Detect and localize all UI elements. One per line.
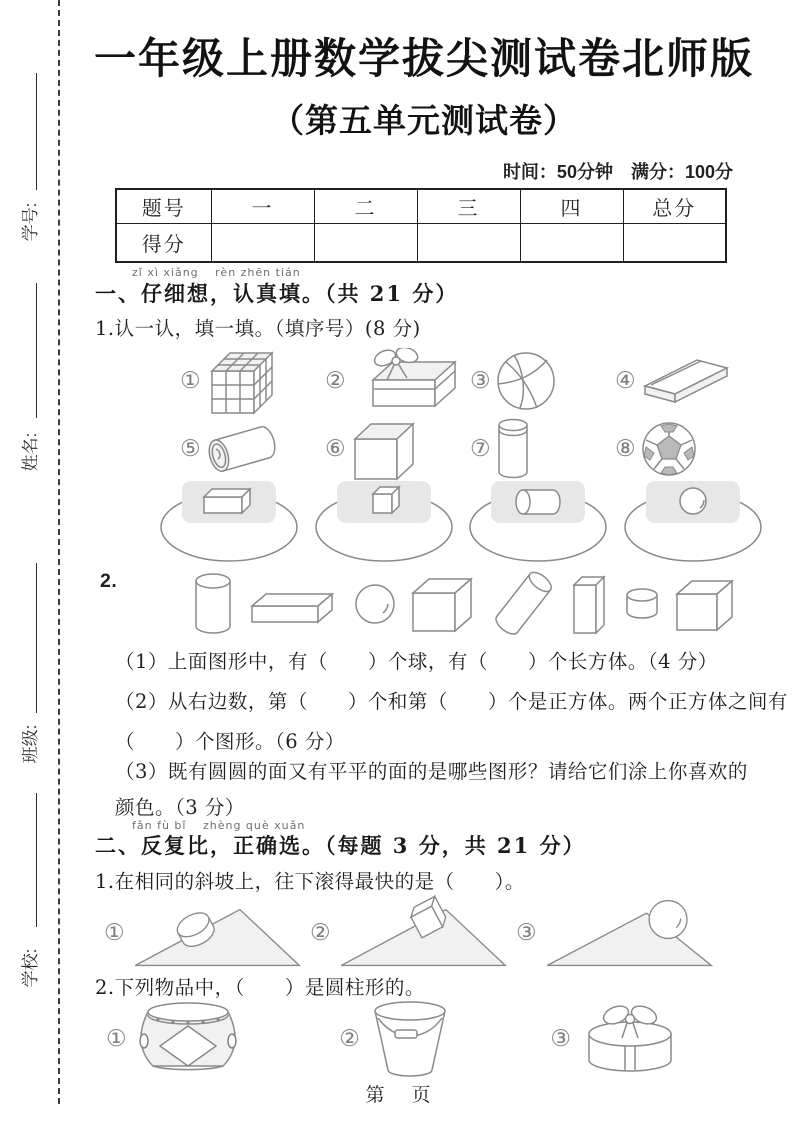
- drum-icon: [130, 999, 246, 1079]
- q1-object-row-1: [180, 346, 760, 416]
- sphere-shape: [353, 582, 397, 626]
- score-table-score-row: [116, 223, 726, 262]
- option-number: ②: [339, 1025, 360, 1052]
- can-icon: [494, 417, 532, 481]
- q2-sub1: （1）上面图形中，有（ ）个球，有（ ）个长方体。（4 分）: [115, 650, 718, 673]
- score-empty-cell: [314, 223, 417, 262]
- q1-item-8: [615, 416, 760, 482]
- cube-shape: [409, 573, 475, 635]
- q1-item-3: [470, 346, 615, 416]
- s2-q2-options: [106, 998, 686, 1080]
- q1-sorting-ovals: [158, 478, 764, 566]
- option-number: ②: [310, 919, 331, 946]
- score-row-label: 得分: [116, 223, 211, 262]
- s2-q1-prompt: 1.在相同的斜坡上，往下滚得最快的是（ ）。: [95, 870, 525, 893]
- score-header-cell: 总分: [623, 189, 726, 223]
- cuboid-icon: [204, 489, 250, 513]
- option-number: ③: [516, 919, 537, 946]
- oval-group-sphere: [622, 478, 764, 564]
- oval-group-cuboid: [158, 478, 300, 564]
- score-header-cell: 三: [417, 189, 520, 223]
- score-header-cell: 四: [520, 189, 623, 223]
- student-id-blank-line: [36, 73, 37, 190]
- q1-item-2: [325, 346, 470, 416]
- option-number: ①: [106, 1025, 127, 1052]
- paper-subtitle: （第五单元测试卷）: [271, 102, 577, 139]
- round-gift-box-icon: [574, 998, 686, 1080]
- item-number: ⑤: [180, 435, 201, 462]
- soccer-ball-icon: [639, 419, 699, 479]
- q1-object-row-2: [180, 416, 760, 482]
- item-number: ②: [325, 367, 346, 394]
- score-header-cell: 一: [211, 189, 314, 223]
- ramp-option-1: [104, 892, 308, 974]
- time-score-info: 时间：50分钟 满分：100分: [502, 162, 733, 182]
- small-cylinder-shape: [623, 586, 661, 622]
- option-number: ①: [104, 919, 125, 946]
- q2-sub3-line2: 颜色。（3 分）: [115, 796, 245, 819]
- q2-sub2-line2: （ ）个图形。（6 分）: [115, 730, 345, 753]
- name-blank-line: [36, 283, 37, 418]
- class-label: 班级:: [21, 724, 40, 764]
- section-one-pinyin: zǐ xì xiǎng rèn zhēn tián: [132, 266, 301, 279]
- option-number: ③: [550, 1025, 571, 1052]
- q2-sub2-line1: （2）从右边数，第（ ）个和第（ ）个是正方体。两个正方体之间有: [115, 690, 788, 713]
- s2-q1-options: [104, 892, 720, 974]
- score-header-cell: 题号: [116, 189, 211, 223]
- ramp-option-2: [310, 892, 514, 974]
- school-label: 学校:: [21, 948, 40, 988]
- q1-item-4: [615, 346, 760, 416]
- lying-can-icon: [204, 418, 282, 480]
- bucket-icon: [363, 998, 457, 1080]
- item-number: ④: [615, 367, 636, 394]
- section-two-pinyin: fǎn fù bǐ zhèng què xuǎn: [132, 819, 306, 832]
- binding-dashed-line: [58, 0, 60, 1104]
- school-blank-line: [36, 793, 37, 927]
- s2-q2-prompt: 2.下列物品中，（ ）是圆柱形的。: [95, 976, 425, 999]
- cube-shape-2: [673, 574, 735, 634]
- page-footer: 第 页: [365, 1084, 435, 1106]
- score-empty-cell: [623, 223, 726, 262]
- cylinder-shape: [190, 571, 236, 637]
- name-label: 姓名:: [21, 432, 40, 472]
- score-header-cell: 二: [314, 189, 417, 223]
- q2-shape-row: [190, 566, 735, 642]
- tilted-cylinder-shape: [488, 564, 558, 644]
- bucket-option-2: [339, 998, 457, 1080]
- ramp-cube-icon: [334, 893, 514, 973]
- q1-prompt: 1.认一认，填一填。（填序号）(8 分): [95, 317, 421, 340]
- q2-number: 2.: [100, 570, 118, 592]
- q1-item-1: [180, 346, 325, 416]
- sphere-icon: [680, 488, 706, 514]
- round-gift-box-option-3: [550, 998, 686, 1080]
- ramp-option-3: [516, 892, 720, 974]
- score-table-header-row: [116, 189, 726, 223]
- item-number: ①: [180, 367, 201, 394]
- student-id-label: 学号:: [21, 202, 40, 242]
- book-icon: [639, 352, 733, 410]
- flat-cuboid-shape: [248, 582, 340, 626]
- score-empty-cell: [211, 223, 314, 262]
- small-cube-icon: [373, 487, 399, 513]
- rubiks-cube-icon: [204, 345, 282, 417]
- ramp-sphere-icon: [540, 893, 720, 973]
- section-one-heading: 一、仔细想，认真填。（共 21 分）: [95, 281, 459, 306]
- class-blank-line: [36, 563, 37, 713]
- q1-item-7: [470, 416, 615, 482]
- item-number: ⑦: [470, 435, 491, 462]
- tall-cuboid-shape: [570, 571, 610, 637]
- cube-icon: [349, 417, 423, 481]
- gift-box-icon: [349, 348, 463, 414]
- drum-option-1: [106, 998, 246, 1080]
- paper-title: 一年级上册数学拔尖测试卷北师版: [93, 35, 754, 82]
- basketball-icon: [494, 349, 558, 413]
- q1-item-5: [180, 416, 325, 482]
- small-cylinder-icon: [516, 490, 560, 514]
- oval-group-cube: [313, 478, 455, 564]
- score-empty-cell: [520, 223, 623, 262]
- ramp-cylinder-icon: [128, 893, 308, 973]
- q2-sub3-line1: （3）既有圆圆的面又有平平的面的是哪些图形？请给它们涂上你喜欢的: [115, 760, 748, 783]
- score-empty-cell: [417, 223, 520, 262]
- item-number: ⑧: [615, 435, 636, 462]
- item-number: ⑥: [325, 435, 346, 462]
- item-number: ③: [470, 367, 491, 394]
- score-table: [115, 188, 727, 263]
- section-two-heading: 二、反复比，正确选。（每题 3 分，共 21 分）: [95, 833, 586, 858]
- oval-group-cylinder: [467, 478, 609, 564]
- q1-item-6: [325, 416, 470, 482]
